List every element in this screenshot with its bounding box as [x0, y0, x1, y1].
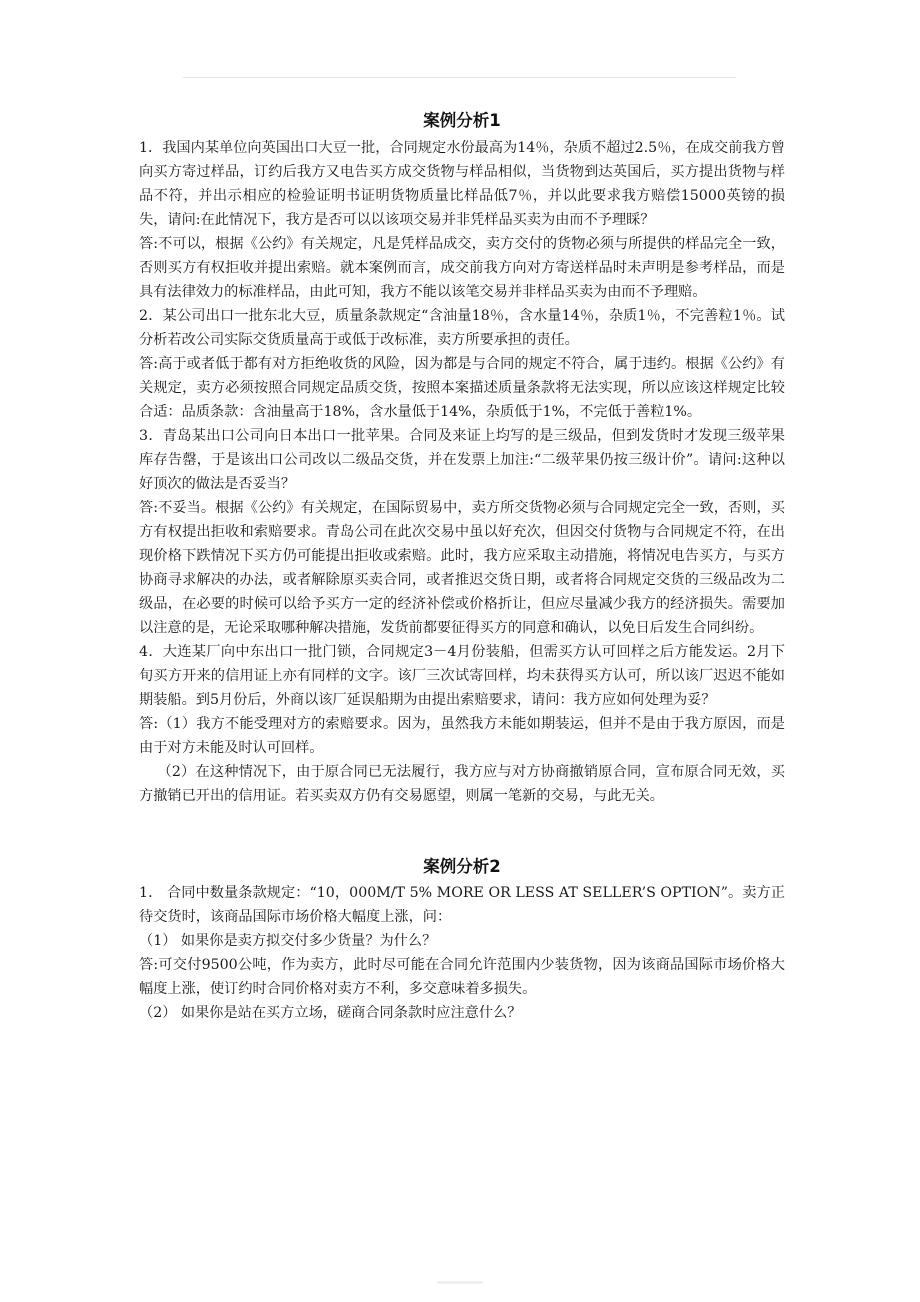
- case-1-question: 1．我国内某单位向英国出口大豆一批，合同规定水份最高为14％，杂质不超过2.5％，在成交前我方曾向买方寄过样品，订约后我方又电告买方成交货物与样品相似，当货物到达英国后，买方提出货物与样品不符，并出示相应的检验证明书证明货物质量比样品低7％，并以此要求我方赔偿15000英镑的损失，请问:在此情况下，我方是否可以以该项交易并非凭样品买卖为由而不予理睬？: [139, 140, 785, 228]
- document-body: [139, 108, 785, 1025]
- case-2-answer: 答:高于或者低于都有对方拒绝收货的风险，因为都是与合同的规定不符合，属于违约。根据《公约》有关规定，卖方必须按照合同规定品质交货，按照本案描述质量条款将无法实现，所以应该这样规定比较合适：品质条款：含油量高于18%，含水量低于14%，杂质低于1%，不完低于善粒1%。: [139, 356, 785, 420]
- case-4-answer-part-2: （2）在这种情况下，由于原合同已无法履行，我方应与对方协商撤销原合同，宣布原合同无效，买方撤销已开出的信用证。若买卖双方仍有交易愿望，则属一笔新的交易，与此无关。: [139, 764, 785, 804]
- section-title-case-2: 案例分析2: [423, 857, 501, 876]
- footer-mark: [437, 1281, 483, 1284]
- case-2-1-subquestion-1: （1） 如果你是卖方拟交付多少货量？为什么？: [139, 933, 437, 949]
- case-2-1-question: 1． 合同中数量条款规定：“10，000M/T 5% MORE OR LESS AT SELLER’S OPTION”。卖方正待交货时，该商品国际市场价格大幅度上涨，问：: [139, 885, 785, 925]
- case-2-1-answer-1: 答:可交付9500公吨，作为卖方，此时尽可能在合同允许范围内少装货物，因为该商品国际市场价格大幅度上涨，使订约时合同价格对卖方不利，多交意味着多损失。: [139, 957, 785, 997]
- section-title-case-1: 案例分析1: [423, 111, 501, 130]
- section-spacer: [139, 808, 785, 854]
- case-4-answer-part-1: 答:（1）我方不能受理对方的索赔要求。因为，虽然我方未能如期装运，但并不是由于我方原因，而是由于对方未能及时认可回样。: [139, 716, 785, 756]
- case-3-answer: 答:不妥当。根据《公约》有关规定，在国际贸易中，卖方所交货物必须与合同规定完全一致，否则，买方有权提出拒收和索赔要求。青岛公司在此次交易中虽以好充次，但因交付货物与合同规定不符，在出现价格下跌情况下买方仍可能提出拒收或索赔。此时，我方应采取主动措施，将情况电告买方，与买方协商寻求解决的办法，或者解除原买卖合同，或者推迟交货日期，或者将合同规定交货的三级品改为二级品，在必要的时候可以给予买方一定的经济补偿或价格折让，但应尽量减少我方的经济损失。需要加以注意的是，无论采取哪种解决措施，发货前都要征得买方的同意和确认，以免日后发生合同纠纷。: [139, 500, 785, 636]
- case-3-question: 3．青岛某出口公司向日本出口一批苹果。合同及来证上均写的是三级品，但到发货时才发现三级苹果库存告罄，于是该出口公司改以二级品交货，并在发票上加注:“二级苹果仍按三级计价”。请问:这种以好顶次的做法是否妥当？: [139, 428, 785, 492]
- case-2-question: 2．某公司出口一批东北大豆，质量条款规定“含油量18％，含水量14％，杂质1％，不完善粒1％。试分析若改公司实际交货质量高于或低于改标准，卖方所要承担的责任。: [139, 308, 785, 348]
- case-1-answer: 答:不可以，根据《公约》有关规定，凡是凭样品成交，卖方交付的货物必须与所提供的样品完全一致，否则买方有权拒收并提出索赔。就本案例而言，成交前我方向对方寄送样品时未声明是参考样品，而是具有法律效力的标准样品，由此可知，我方不能以该笔交易并非样品买卖为由而不予理赔。: [139, 236, 785, 300]
- header-rule: [183, 77, 736, 78]
- case-2-1-subquestion-2: （2） 如果你是站在买方立场，磋商合同条款时应注意什么？: [139, 1005, 522, 1021]
- case-4-question: 4．大连某厂向中东出口一批门锁，合同规定3－4月份装船，但需买方认可回样之后方能发运。2月下旬买方开来的信用证上亦有同样的文字。该厂三次试寄回样，均未获得买方认可，所以该厂迟迟不能如期装船。到5月份后，外商以该厂延误船期为由提出索赔要求，请问：我方应如何处理为妥？: [139, 644, 785, 708]
